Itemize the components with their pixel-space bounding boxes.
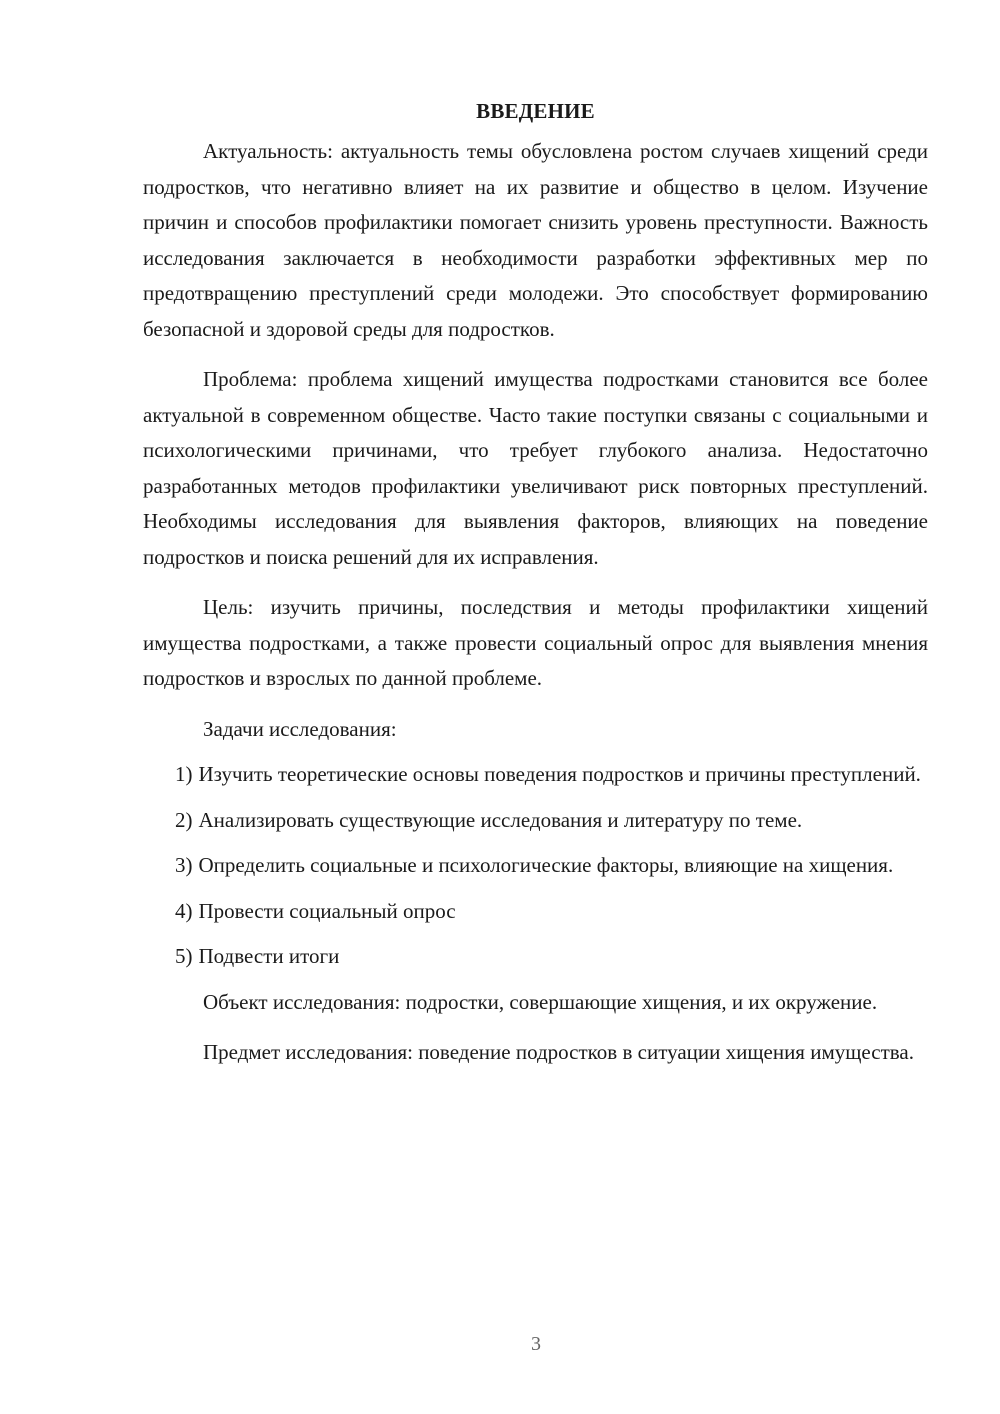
list-item: [143, 848, 928, 884]
paragraph-subject: Предмет исследования: поведение подростков в ситуации хищения имущества.: [203, 1040, 914, 1064]
list-item-text: Провести социальный опрос: [198, 898, 456, 923]
paragraph-goal: Цель: изучить причины, последствия и методы профилактики хищений имущества подростками, а также провести социальный опрос для выявления мнения подростков и взрослых по данной проблеме.: [143, 595, 928, 690]
list-item: [143, 939, 928, 975]
list-item-number: 5): [175, 944, 193, 968]
tasks-list: [143, 757, 928, 975]
list-item-text: Изучить теоретические основы поведения подростков и причины преступлений.: [198, 762, 921, 786]
tasks-heading: Задачи исследования:: [203, 716, 397, 741]
paragraph-object: Объект исследования: подростки, совершающие хищения, и их окружение.: [203, 989, 878, 1014]
list-item-text: Определить социальные и психологические факторы, влияющие на хищения.: [198, 853, 894, 877]
list-item-number: 4): [175, 898, 193, 923]
list-item-number: 2): [175, 807, 193, 832]
list-item: [143, 803, 928, 839]
list-item-number: 1): [175, 762, 193, 786]
list-item: [143, 757, 928, 793]
page-number: 3: [531, 1333, 541, 1355]
paragraph-relevance: Актуальность: актуальность темы обусловлена ростом случаев хищений среди подростков, что негативно влияет на их развитие и общество в целом. Изучение причин и способов профилактики помогает снизить уровень преступности. Важность исследования заключается в необходимости разработки эффективных мер по предотвращению преступлений среди молодежи. Это способствует формированию безопасной и здоровой среды для подростков.: [143, 139, 928, 341]
list-item-number: 3): [175, 853, 193, 877]
list-item-text: Анализировать существующие исследования и литературу по теме.: [198, 807, 803, 832]
document-title: ВВЕДЕНИЕ: [476, 99, 595, 123]
paragraph-problem: Проблема: проблема хищений имущества подростками становится все более актуальной в современном обществе. Часто такие поступки связаны с социальными и психологическими причинами, что требует глубокого анализа. Недостаточно разработанных методов профилактики увеличивают риск повторных преступлений. Необходимы исследования для выявления факторов, влияющих на поведение подростков и поиска решений для их исправления.: [143, 367, 928, 569]
list-item: [143, 894, 928, 930]
document-body: [143, 97, 928, 1086]
list-item-text: Подвести итоги: [198, 944, 340, 968]
